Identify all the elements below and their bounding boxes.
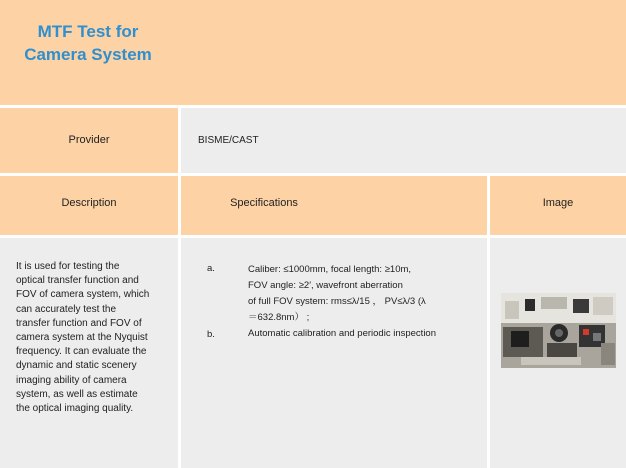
provider-value-cell	[181, 108, 626, 173]
image-header-cell	[490, 176, 626, 235]
specifications-header: Specifications	[230, 197, 298, 209]
title-banner	[0, 0, 626, 105]
provider-label: Provider	[68, 134, 110, 146]
spec-marker-a: a.	[207, 263, 215, 274]
image-header: Image	[542, 197, 574, 209]
spec-line: FOV angle: ≥2′, wavefront aberration	[248, 280, 403, 291]
spec-line: Caliber: ≤1000mm, focal length: ≥10m,	[248, 264, 412, 275]
description-line: system, as well as estimate	[16, 388, 138, 400]
page-title	[0, 20, 176, 66]
description-line: frequency. It can evaluate the	[16, 346, 147, 358]
description-line: imaging ability of camera	[16, 374, 127, 386]
description-line: the optical imaging quality.	[16, 403, 134, 415]
description-line: transfer function and FOV of	[16, 317, 142, 329]
title-line-2: Camera System	[24, 45, 152, 64]
description-text	[16, 260, 166, 416]
provider-value: BISME/CAST	[198, 135, 259, 146]
description-header-cell	[0, 176, 178, 235]
spec-item-a	[248, 262, 480, 326]
title-line-1: MTF Test for	[37, 22, 139, 41]
spec-line: of full FOV system: rms≤λ/15 ， PV≤λ/3 (λ	[248, 296, 426, 307]
spec-line: Automatic calibration and periodic inspection	[248, 328, 436, 339]
description-line: camera system at the Nyquist	[16, 332, 148, 344]
description-line: optical transfer function and	[16, 275, 139, 287]
description-line: can accurately test the	[16, 303, 117, 315]
spec-marker-b: b.	[207, 329, 215, 340]
description-line: FOV of camera system, which	[16, 289, 150, 301]
mtf-test-equipment-photo	[501, 293, 616, 368]
description-line: It is used for testing the	[16, 261, 120, 272]
description-header: Description	[61, 197, 117, 209]
spec-line: ＝632.8nm） ;	[248, 312, 310, 323]
description-cell	[0, 238, 178, 468]
specifications-cell	[181, 238, 487, 468]
image-cell	[490, 238, 626, 468]
specifications-header-cell	[181, 176, 487, 235]
provider-label-cell	[0, 108, 178, 173]
description-line: dynamic and static scenery	[16, 360, 137, 372]
spec-item-b	[248, 326, 480, 342]
